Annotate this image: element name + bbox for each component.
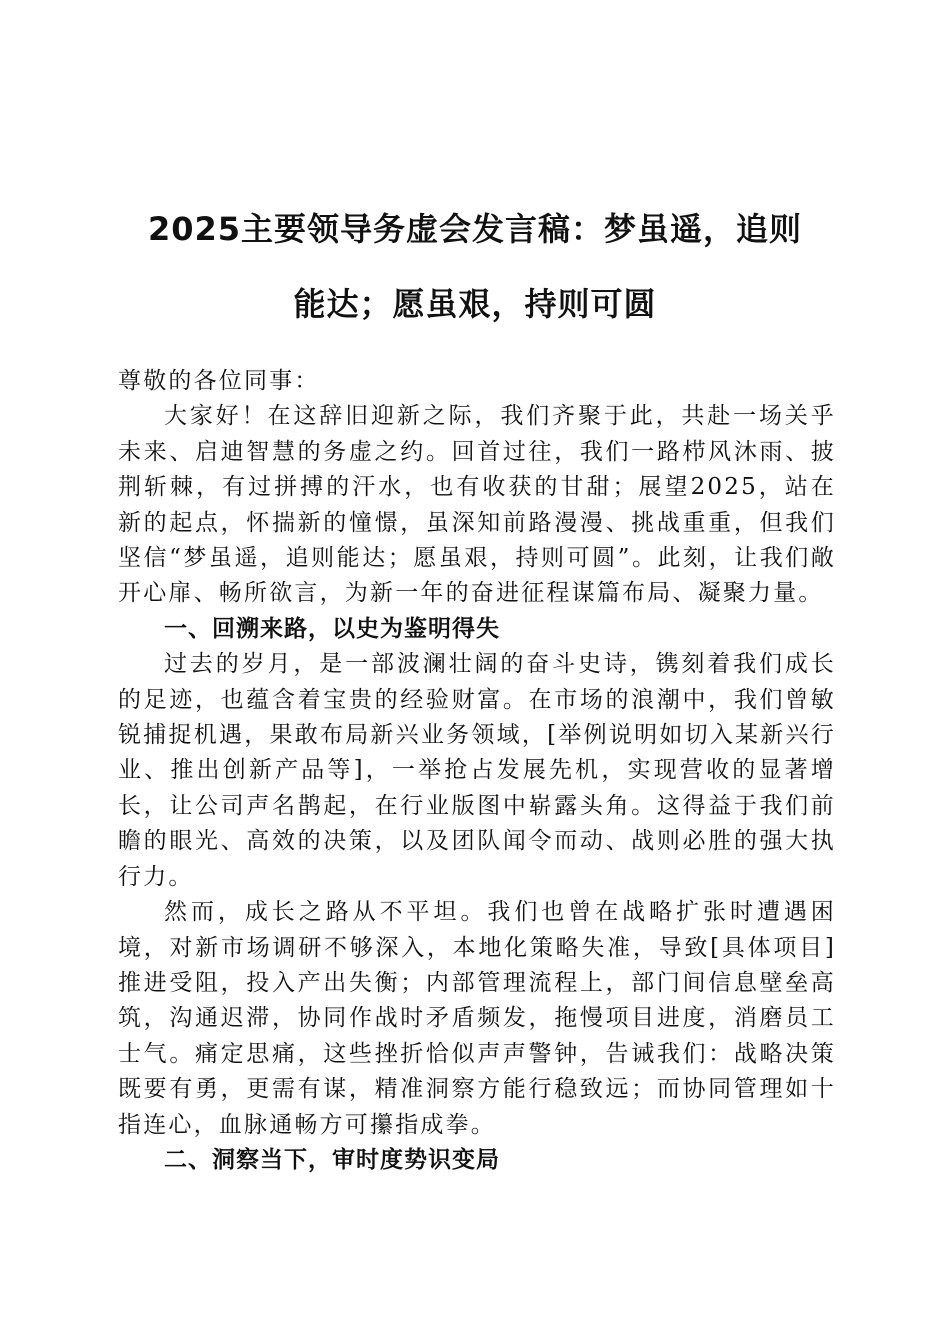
- title-line-2: 能达；愿虽艰，持则可圆: [293, 285, 657, 323]
- title-line-1: 2025主要领导务虚会发言稿：梦虽遥，追则: [147, 210, 803, 248]
- section-heading-1: 一、回溯来路，以史为鉴明得失: [164, 615, 500, 642]
- salutation: 尊敬的各位同事：: [118, 368, 320, 394]
- document-body: [118, 364, 836, 1178]
- paragraph-review-setbacks: 然而，成长之路从不平坦。我们也曾在战略扩张时遭遇困境，对新市场调研不够深入，本地化策略失准，导致[具体项目]推进受阻，投入产出失衡；内部管理流程上，部门间信息壁垒高筑，沟通迟滞，协同作战时矛盾频发，拖慢项目进度，消磨员工士气。痛定思痛，这些挫折恰似声声警钟，告诫我们：战略决策既要有勇，更需有谋，精准洞察方能行稳致远；而协同管理如十指连心，血脉通畅方可攥指成拳。: [118, 899, 836, 1138]
- section-heading-2: 二、洞察当下，审时度势识变局: [164, 1146, 500, 1173]
- paragraph-review-success: 过去的岁月，是一部波澜壮阔的奋斗史诗，镌刻着我们成长的足迹，也蕴含着宝贵的经验财富。在市场的浪潮中，我们曾敏锐捕捉机遇，果敢布局新兴业务领域，[举例说明如切入某新兴行业、推出创新产品等]，一举抢占发展先机，实现营收的显著增长，让公司声名鹊起，在行业版图中崭露头角。这得益于我们前瞻的眼光、高效的决策，以及团队闻令而动、战则必胜的强大执行力。: [118, 651, 836, 890]
- document-title: [100, 192, 850, 342]
- paragraph-intro: 大家好！在这辞旧迎新之际，我们齐聚于此，共赴一场关乎未来、启迪智慧的务虚之约。回首过往，我们一路栉风沐雨、披荆斩棘，有过拼搏的汗水，也有收获的甘甜；展望2025，站在新的起点，怀揣新的憧憬，虽深知前路漫漫、挑战重重，但我们坚信“梦虽遥，追则能达；愿虽艰，持则可圆”。此刻，让我们敞开心扉、畅所欲言，为新一年的奋进征程谋篇布局、凝聚力量。: [118, 403, 836, 607]
